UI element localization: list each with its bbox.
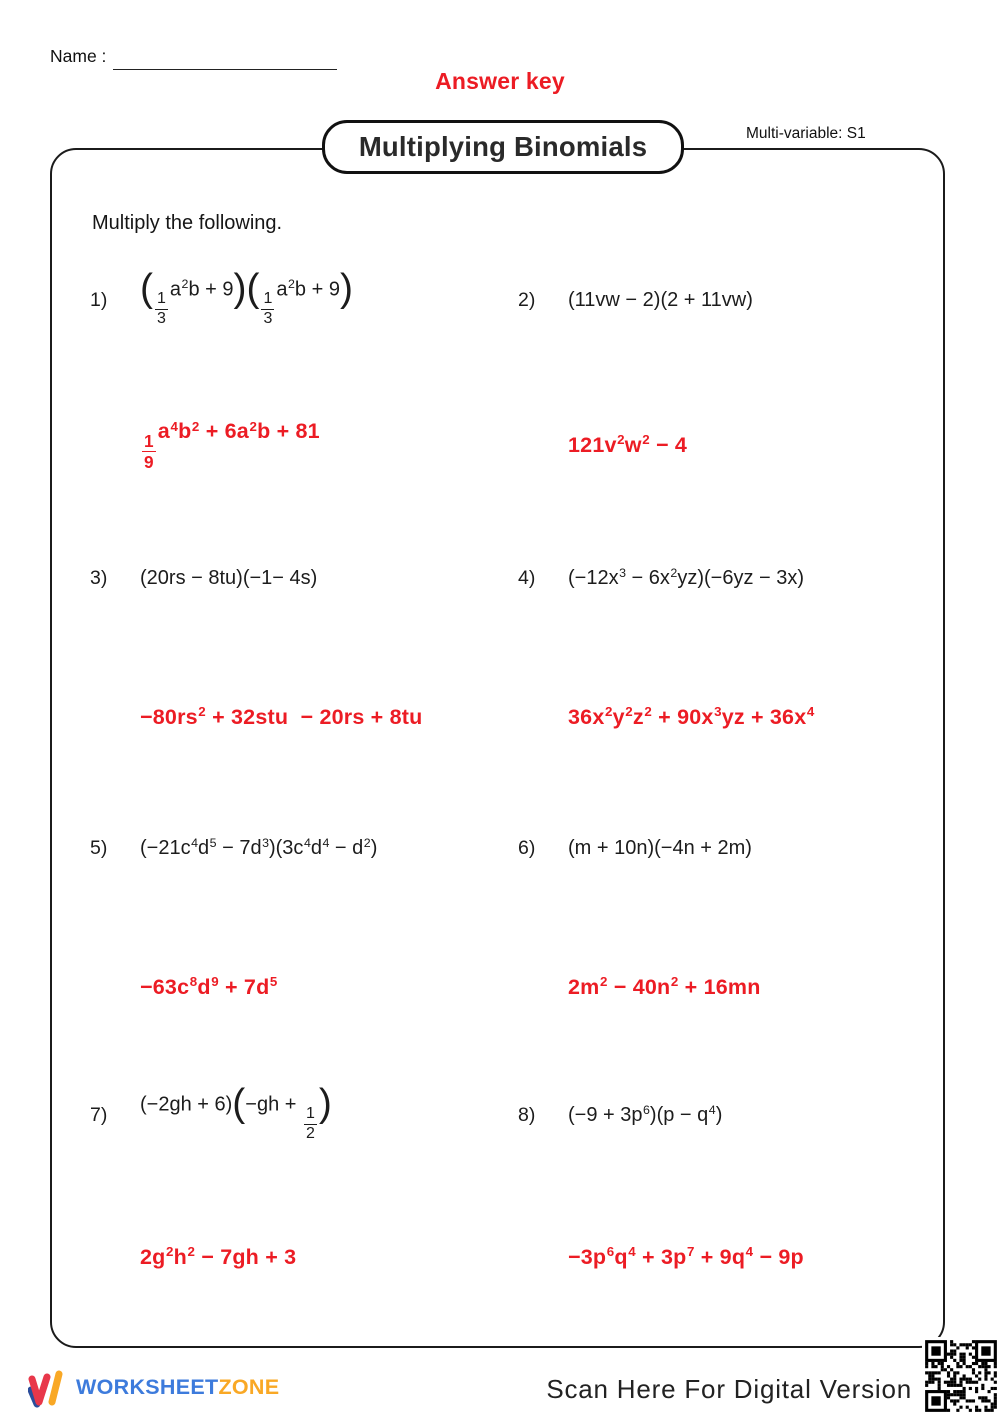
- problem-number: 6): [518, 836, 536, 859]
- problem-answer: [140, 688, 422, 746]
- problem-number: 5): [90, 836, 108, 859]
- problem-answer: [568, 416, 687, 474]
- answer-expression: $36x^2y^2z^2 + 90x^3yz + 36x^4$: [568, 704, 815, 729]
- problem-answer: [568, 958, 761, 1016]
- problem-answer: [140, 958, 278, 1016]
- answer-expression: $-80rs^2 + 32stu - 20rs + 8tu$: [140, 704, 423, 729]
- problem-number: 3): [90, 566, 108, 589]
- variant-label: Multi-variable: S1: [746, 125, 866, 142]
- scan-here-label: Scan Here For Digital Version: [546, 1374, 912, 1404]
- name-label: Name :: [50, 46, 107, 66]
- problem-expression: (11vw − 2)(2 + 11vw): [568, 288, 753, 311]
- problem-number: 4): [518, 566, 536, 589]
- name-blank-line: [113, 47, 337, 70]
- problem-answer: [568, 688, 815, 746]
- problem-expression: $(-9 + 3p^6)(p - q^4)$: [568, 1102, 723, 1126]
- problem-question: [518, 816, 752, 880]
- problem-question: [90, 546, 317, 610]
- problem-expression: $(-12x^3 - 6x^2yz)(-6yz - 3x)$: [568, 565, 805, 589]
- problem-expression: $(-21c^4d^5 - 7d^3)(3c^4d^4 - d^2)$: [140, 835, 378, 859]
- problem-expression: (m + 10n)(−4n + 2m): [568, 836, 752, 859]
- logo-text-worksheet: WORKSHEET: [76, 1374, 219, 1399]
- qr-code: [922, 1337, 1000, 1415]
- problem-answer: [140, 416, 320, 474]
- problem-question: [90, 268, 353, 332]
- problem-answer: [140, 1228, 296, 1286]
- answer-expression: $2g^2h^2 - 7gh + 3$: [140, 1244, 297, 1269]
- instructions-text: Multiply the following.: [92, 212, 283, 234]
- logo-text: [76, 1375, 279, 1400]
- answer-key-heading: Answer key: [435, 68, 565, 94]
- problem-expression: (−2gh + 6)(−gh + $\frac{1}{2}$ ): [140, 1081, 332, 1142]
- problem-expression: (20rs − 8tu)(−1− 4s): [140, 566, 318, 589]
- answer-expression: $121v^2w^2 - 4$: [568, 432, 688, 457]
- problem-question: [518, 268, 753, 332]
- worksheet-title: Multiplying Binomials: [322, 120, 684, 174]
- problem-question: [518, 546, 804, 610]
- worksheetzone-logo: [28, 1366, 279, 1408]
- answer-expression: $-3p^6q^4 + 3p^7 + 9q^4 - 9p$: [568, 1244, 804, 1269]
- problem-question: [90, 816, 377, 880]
- logo-text-zone: ZONE: [218, 1374, 280, 1399]
- problem-answer: [568, 1228, 804, 1286]
- answer-expression: $-63c^8d^9 + 7d^5$: [140, 974, 278, 999]
- logo-w-icon: [28, 1366, 68, 1408]
- answer-expression: $\frac{1}{9}$ $a^4b^2 + 6a^2b + 81$: [144, 418, 320, 472]
- problem-number: 1): [90, 288, 108, 311]
- problem-question: [90, 1083, 332, 1147]
- problem-number: 8): [518, 1103, 536, 1126]
- problem-number: 7): [90, 1103, 108, 1126]
- problem-question: [518, 1083, 722, 1147]
- problem-number: 2): [518, 288, 536, 311]
- problem-expression: ( $\frac{1}{3}$ $a^2b + 9$)( $\frac{1}{3}$ $a^2b + 9$): [140, 266, 353, 327]
- answer-expression: $2m^2 - 40n^2 + 16mn$: [568, 974, 761, 999]
